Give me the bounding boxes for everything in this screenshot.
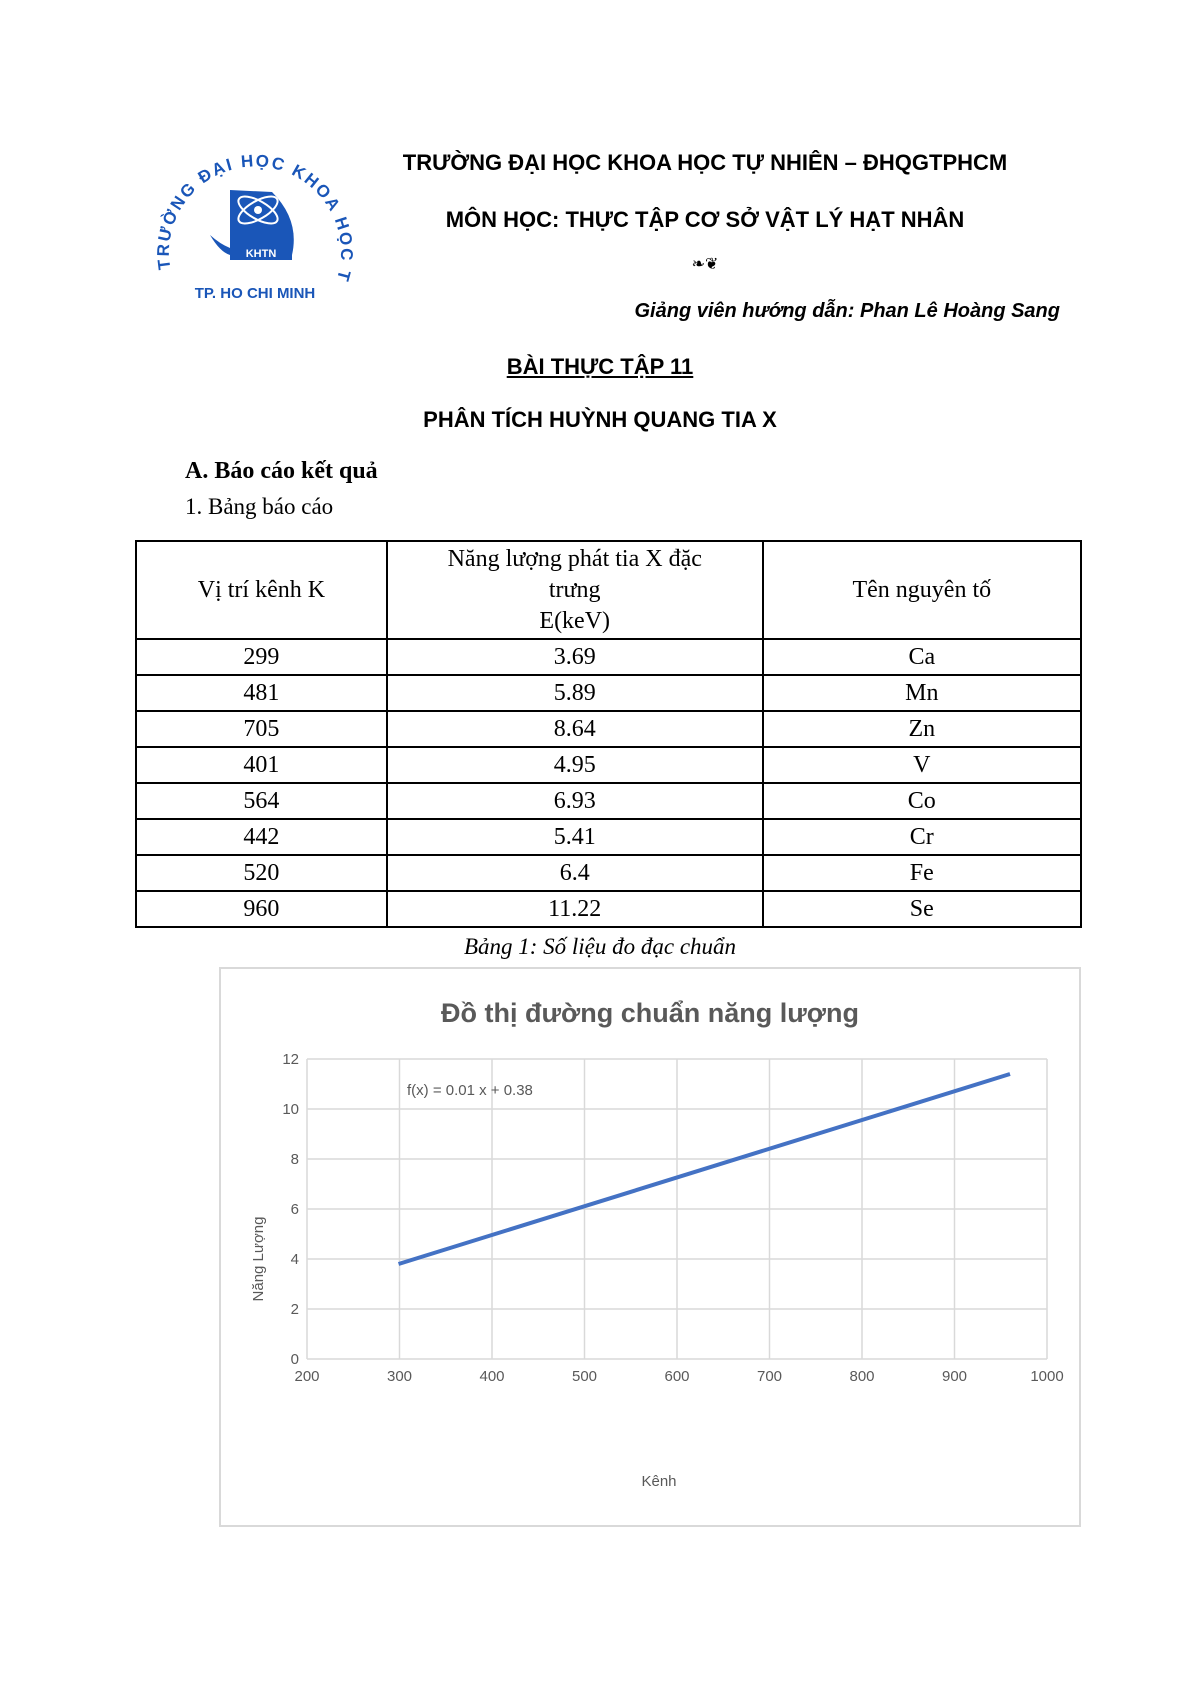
- header-energy-line1: Năng lượng phát tia X đặc: [447, 545, 702, 572]
- cell-element: Se: [763, 891, 1081, 927]
- chart-title: Đồ thị đường chuẩn năng lượng: [441, 998, 859, 1028]
- header-element: Tên nguyên tố: [763, 541, 1081, 639]
- table-row: [136, 891, 1081, 927]
- course-name: MÔN HỌC: THỰC TẬP CƠ SỞ VẬT LÝ HẠT NHÂN: [445, 207, 965, 232]
- cell-energy: 5.41: [387, 819, 763, 855]
- table-caption: Bảng 1: Số liệu đo đạc chuẩn: [463, 934, 737, 959]
- x-tick-label: 700: [756, 1368, 783, 1385]
- results-table: [135, 540, 1082, 928]
- cell-energy: 4.95: [387, 747, 763, 783]
- y-tick-label: 0: [290, 1351, 299, 1368]
- logo-bottom-text: TP. HO CHI MINH: [194, 285, 316, 302]
- cell-element: V: [763, 747, 1081, 783]
- cell-element: Co: [763, 783, 1081, 819]
- cell-channel: 401: [136, 747, 387, 783]
- table-row: [136, 783, 1081, 819]
- university-name: TRƯỜNG ĐẠI HỌC KHOA HỌC TỰ NHIÊN – ĐHQGTPHCM: [402, 150, 1008, 175]
- logo-badge: KHTN: [245, 248, 277, 260]
- cell-element: Mn: [763, 675, 1081, 711]
- x-axis-label: Kênh: [641, 1473, 677, 1490]
- cell-channel: 520: [136, 855, 387, 891]
- y-tick-label: 12: [282, 1051, 299, 1068]
- calibration-chart: [219, 967, 1081, 1527]
- header-energy-line3: E(keV): [539, 607, 611, 634]
- logo-ring-text: TRƯỜNG ĐẠI HỌC KHOA HỌC T: [153, 151, 357, 285]
- logo-emblem: [210, 190, 294, 260]
- lab-number: BÀI THỰC TẬP 11: [506, 354, 694, 379]
- cell-energy: 11.22: [387, 891, 763, 927]
- subsection-heading: 1. Bảng báo cáo: [185, 494, 334, 519]
- cell-channel: 299: [136, 639, 387, 675]
- x-tick-label: 500: [571, 1368, 598, 1385]
- x-tick-label: 1000: [1030, 1368, 1064, 1385]
- chart-series: [399, 1074, 1010, 1264]
- x-tick-label: 800: [849, 1368, 875, 1385]
- table-row: [136, 639, 1081, 675]
- header-energy-line2: trưng: [548, 576, 601, 603]
- cell-element: Zn: [763, 711, 1081, 747]
- cell-energy: 8.64: [387, 711, 763, 747]
- header-energy: [387, 541, 763, 639]
- cell-element: Cr: [763, 819, 1081, 855]
- y-axis-label: Năng Lượng: [250, 1216, 267, 1302]
- table-row: [136, 747, 1081, 783]
- cell-energy: 5.89: [387, 675, 763, 711]
- table-row: [136, 819, 1081, 855]
- lab-title: PHÂN TÍCH HUỲNH QUANG TIA X: [423, 407, 777, 432]
- section-heading: A. Báo cáo kết quả: [185, 458, 378, 484]
- cell-energy: 3.69: [387, 639, 763, 675]
- cell-energy: 6.4: [387, 855, 763, 891]
- cell-channel: 564: [136, 783, 387, 819]
- ornament: ❧❦: [691, 256, 719, 273]
- cell-channel: 705: [136, 711, 387, 747]
- cell-channel: 960: [136, 891, 387, 927]
- x-tick-label: 400: [479, 1368, 505, 1385]
- university-logo: [150, 140, 360, 310]
- table-row: [136, 711, 1081, 747]
- trendline-equation: f(x) = 0.01 x + 0.38: [407, 1082, 533, 1099]
- cell-channel: 442: [136, 819, 387, 855]
- table-header-row: [136, 541, 1081, 639]
- x-tick-label: 600: [664, 1368, 690, 1385]
- table-row: [136, 675, 1081, 711]
- chart-grid: [307, 1059, 1047, 1359]
- series-line: [399, 1074, 1010, 1264]
- cell-element: Ca: [763, 639, 1081, 675]
- chart-svg: [221, 969, 1079, 1525]
- y-tick-label: 2: [290, 1301, 299, 1318]
- y-tick-label: 8: [290, 1151, 299, 1168]
- cell-energy: 6.93: [387, 783, 763, 819]
- x-tick-label: 200: [294, 1368, 320, 1385]
- cell-element: Fe: [763, 855, 1081, 891]
- header-channel: Vị trí kênh K: [136, 541, 387, 639]
- y-tick-label: 4: [290, 1251, 299, 1268]
- y-tick-label: 6: [290, 1201, 299, 1218]
- table-row: [136, 855, 1081, 891]
- x-tick-label: 300: [386, 1368, 413, 1385]
- instructor: Giảng viên hướng dẫn: Phan Lê Hoàng Sang: [634, 300, 1060, 322]
- y-tick-label: 10: [282, 1101, 299, 1118]
- cell-channel: 481: [136, 675, 387, 711]
- x-tick-label: 900: [941, 1368, 968, 1385]
